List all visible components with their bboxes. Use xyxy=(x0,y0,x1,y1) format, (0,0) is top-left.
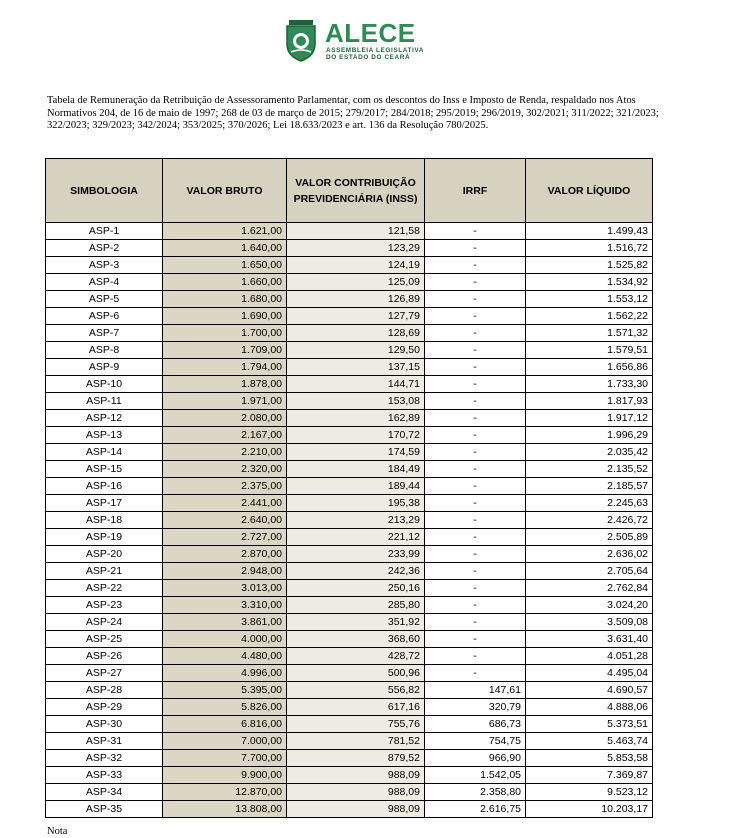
cell-irrf: - xyxy=(425,325,526,342)
cell-simbologia: ASP-6 xyxy=(46,308,163,325)
header-simbologia: SIMBOLOGIA xyxy=(46,159,163,223)
cell-irrf: 686,73 xyxy=(425,716,526,733)
cell-irrf: - xyxy=(425,665,526,682)
cell-valor-liquido: 1.499,43 xyxy=(526,223,653,240)
table-row xyxy=(46,240,653,257)
cell-inss: 242,36 xyxy=(287,563,425,580)
cell-valor-liquido: 2.035,42 xyxy=(526,444,653,461)
cell-valor-liquido: 1.579,51 xyxy=(526,342,653,359)
cell-valor-bruto: 1.794,00 xyxy=(163,359,287,376)
cell-valor-liquido: 2.426,72 xyxy=(526,512,653,529)
cell-valor-bruto: 7.700,00 xyxy=(163,750,287,767)
cell-inss: 125,09 xyxy=(287,274,425,291)
cell-inss: 184,49 xyxy=(287,461,425,478)
cell-irrf: - xyxy=(425,427,526,444)
cell-valor-liquido: 3.509,08 xyxy=(526,614,653,631)
cell-simbologia: ASP-32 xyxy=(46,750,163,767)
cell-valor-liquido: 4.690,57 xyxy=(526,682,653,699)
cell-simbologia: ASP-20 xyxy=(46,546,163,563)
header-inss xyxy=(287,159,425,223)
header-inss-line2: PREVIDENCIÁRIA (INSS) xyxy=(293,192,418,205)
cell-valor-liquido: 10.203,17 xyxy=(526,801,653,818)
cell-irrf: - xyxy=(425,223,526,240)
cell-irrf: - xyxy=(425,410,526,427)
table-row xyxy=(46,478,653,495)
cell-valor-liquido: 4.888,06 xyxy=(526,699,653,716)
cell-inss: 988,09 xyxy=(287,767,425,784)
table-header-row xyxy=(46,159,653,223)
table-row xyxy=(46,750,653,767)
cell-valor-liquido: 3.631,40 xyxy=(526,631,653,648)
cell-inss: 123,29 xyxy=(287,240,425,257)
cell-simbologia: ASP-28 xyxy=(46,682,163,699)
cell-valor-liquido: 1.733,30 xyxy=(526,376,653,393)
cell-valor-liquido: 2.762,84 xyxy=(526,580,653,597)
cell-simbologia: ASP-35 xyxy=(46,801,163,818)
table-row xyxy=(46,257,653,274)
cell-inss: 195,38 xyxy=(287,495,425,512)
cell-irrf: - xyxy=(425,580,526,597)
table-row xyxy=(46,614,653,631)
cell-simbologia: ASP-31 xyxy=(46,733,163,750)
cell-valor-bruto: 13.808,00 xyxy=(163,801,287,818)
table-row xyxy=(46,495,653,512)
note-label: Nota xyxy=(47,826,68,837)
cell-valor-bruto: 1.650,00 xyxy=(163,257,287,274)
header-irrf: IRRF xyxy=(425,159,526,223)
cell-valor-liquido: 1.817,93 xyxy=(526,393,653,410)
cell-simbologia: ASP-14 xyxy=(46,444,163,461)
cell-inss: 500,96 xyxy=(287,665,425,682)
cell-irrf: 754,75 xyxy=(425,733,526,750)
cell-valor-liquido: 4.051,28 xyxy=(526,648,653,665)
table-row xyxy=(46,631,653,648)
cell-irrf: - xyxy=(425,291,526,308)
cell-valor-liquido: 5.463,74 xyxy=(526,733,653,750)
table-row xyxy=(46,682,653,699)
cell-inss: 781,52 xyxy=(287,733,425,750)
cell-irrf: - xyxy=(425,546,526,563)
cell-valor-bruto: 3.861,00 xyxy=(163,614,287,631)
cell-inss: 162,89 xyxy=(287,410,425,427)
table-row xyxy=(46,359,653,376)
cell-valor-liquido: 5.373,51 xyxy=(526,716,653,733)
cell-irrf: 2.358,80 xyxy=(425,784,526,801)
cell-valor-bruto: 1.709,00 xyxy=(163,342,287,359)
cell-valor-liquido: 3.024,20 xyxy=(526,597,653,614)
cell-valor-bruto: 4.000,00 xyxy=(163,631,287,648)
cell-inss: 285,80 xyxy=(287,597,425,614)
cell-inss: 124,19 xyxy=(287,257,425,274)
cell-valor-liquido: 2.185,57 xyxy=(526,478,653,495)
table-row xyxy=(46,444,653,461)
header-valor-bruto: VALOR BRUTO xyxy=(163,159,287,223)
cell-irrf: - xyxy=(425,614,526,631)
cell-simbologia: ASP-25 xyxy=(46,631,163,648)
cell-irrf: - xyxy=(425,274,526,291)
cell-valor-bruto: 2.640,00 xyxy=(163,512,287,529)
cell-simbologia: ASP-5 xyxy=(46,291,163,308)
table-row xyxy=(46,393,653,410)
cell-irrf: 320,79 xyxy=(425,699,526,716)
cell-inss: 121,58 xyxy=(287,223,425,240)
cell-inss: 126,89 xyxy=(287,291,425,308)
cell-inss: 129,50 xyxy=(287,342,425,359)
cell-inss: 153,08 xyxy=(287,393,425,410)
table-row xyxy=(46,597,653,614)
brand-name: ALECE xyxy=(325,18,416,48)
cell-irrf: - xyxy=(425,461,526,478)
cell-inss: 755,76 xyxy=(287,716,425,733)
cell-simbologia: ASP-1 xyxy=(46,223,163,240)
cell-valor-liquido: 1.534,92 xyxy=(526,274,653,291)
cell-valor-bruto: 2.870,00 xyxy=(163,546,287,563)
cell-valor-liquido: 1.562,22 xyxy=(526,308,653,325)
cell-valor-bruto: 2.320,00 xyxy=(163,461,287,478)
cell-irrf: - xyxy=(425,478,526,495)
cell-simbologia: ASP-11 xyxy=(46,393,163,410)
cell-valor-liquido: 2.245,63 xyxy=(526,495,653,512)
cell-valor-bruto: 5.395,00 xyxy=(163,682,287,699)
cell-simbologia: ASP-3 xyxy=(46,257,163,274)
cell-valor-bruto: 2.441,00 xyxy=(163,495,287,512)
cell-irrf: - xyxy=(425,240,526,257)
cell-inss: 233,99 xyxy=(287,546,425,563)
cell-simbologia: ASP-2 xyxy=(46,240,163,257)
cell-valor-bruto: 1.878,00 xyxy=(163,376,287,393)
cell-inss: 879,52 xyxy=(287,750,425,767)
cell-irrf: - xyxy=(425,376,526,393)
cell-valor-bruto: 2.375,00 xyxy=(163,478,287,495)
cell-simbologia: ASP-33 xyxy=(46,767,163,784)
cell-irrf: - xyxy=(425,342,526,359)
remuneration-table xyxy=(45,158,653,818)
table-row xyxy=(46,410,653,427)
cell-irrf: - xyxy=(425,563,526,580)
cell-inss: 988,09 xyxy=(287,801,425,818)
cell-simbologia: ASP-13 xyxy=(46,427,163,444)
cell-irrf: 1.542,05 xyxy=(425,767,526,784)
crest-icon xyxy=(283,18,319,62)
cell-inss: 189,44 xyxy=(287,478,425,495)
cell-valor-liquido: 2.135,52 xyxy=(526,461,653,478)
cell-simbologia: ASP-19 xyxy=(46,529,163,546)
cell-valor-liquido: 2.505,89 xyxy=(526,529,653,546)
cell-valor-bruto: 9.900,00 xyxy=(163,767,287,784)
table-row xyxy=(46,563,653,580)
cell-valor-liquido: 1.917,12 xyxy=(526,410,653,427)
cell-simbologia: ASP-12 xyxy=(46,410,163,427)
cell-valor-bruto: 1.660,00 xyxy=(163,274,287,291)
cell-valor-liquido: 1.553,12 xyxy=(526,291,653,308)
cell-simbologia: ASP-34 xyxy=(46,784,163,801)
cell-inss: 988,09 xyxy=(287,784,425,801)
cell-valor-liquido: 2.636,02 xyxy=(526,546,653,563)
cell-simbologia: ASP-18 xyxy=(46,512,163,529)
cell-valor-bruto: 12.870,00 xyxy=(163,784,287,801)
cell-simbologia: ASP-10 xyxy=(46,376,163,393)
table-row xyxy=(46,801,653,818)
cell-simbologia: ASP-9 xyxy=(46,359,163,376)
cell-simbologia: ASP-26 xyxy=(46,648,163,665)
table-row xyxy=(46,325,653,342)
cell-inss: 213,29 xyxy=(287,512,425,529)
cell-simbologia: ASP-30 xyxy=(46,716,163,733)
cell-inss: 128,69 xyxy=(287,325,425,342)
cell-valor-bruto: 6.816,00 xyxy=(163,716,287,733)
cell-irrf: 147,61 xyxy=(425,682,526,699)
cell-irrf: - xyxy=(425,393,526,410)
cell-valor-bruto: 1.700,00 xyxy=(163,325,287,342)
cell-valor-liquido: 1.996,29 xyxy=(526,427,653,444)
cell-simbologia: ASP-4 xyxy=(46,274,163,291)
table-row xyxy=(46,223,653,240)
cell-inss: 144,71 xyxy=(287,376,425,393)
cell-valor-bruto: 2.210,00 xyxy=(163,444,287,461)
table-row xyxy=(46,546,653,563)
cell-simbologia: ASP-22 xyxy=(46,580,163,597)
cell-valor-bruto: 2.080,00 xyxy=(163,410,287,427)
cell-simbologia: ASP-7 xyxy=(46,325,163,342)
header-inss-line1: VALOR CONTRIBUIÇÃO xyxy=(295,176,416,189)
intro-paragraph: Tabela de Remuneração da Retribuição de Assessoramento Parlamentar, com os descontos do Inss e Imposto de Renda, respaldado nos Atos Normativos 204, de 16 de maio de 1997; 268 de 03 de março de 2015; 279/2017; 284/2018; 295/2019; 296/2019, 302/2021; 311/2022; 321/2023; 322/2023; 329/2023; 342/2024; 353/2025; 370/2026; Lei 18.633/2023 e art. 136 da Resolução 780/2025. xyxy=(47,95,659,131)
cell-valor-bruto: 4.996,00 xyxy=(163,665,287,682)
cell-irrf: - xyxy=(425,308,526,325)
table-row xyxy=(46,665,653,682)
cell-irrf: - xyxy=(425,631,526,648)
cell-inss: 368,60 xyxy=(287,631,425,648)
cell-irrf: - xyxy=(425,529,526,546)
cell-irrf: - xyxy=(425,597,526,614)
cell-simbologia: ASP-15 xyxy=(46,461,163,478)
cell-valor-liquido: 1.516,72 xyxy=(526,240,653,257)
cell-irrf: - xyxy=(425,359,526,376)
cell-inss: 617,16 xyxy=(287,699,425,716)
cell-valor-bruto: 1.971,00 xyxy=(163,393,287,410)
table-row xyxy=(46,784,653,801)
alece-logo xyxy=(283,16,433,64)
brand-subtitle-1: ASSEMBLEIA LEGISLATIVA xyxy=(326,47,424,54)
cell-valor-liquido: 7.369,87 xyxy=(526,767,653,784)
cell-valor-liquido: 9.523,12 xyxy=(526,784,653,801)
cell-valor-bruto: 5.826,00 xyxy=(163,699,287,716)
cell-simbologia: ASP-21 xyxy=(46,563,163,580)
cell-irrf: - xyxy=(425,648,526,665)
cell-valor-bruto: 3.310,00 xyxy=(163,597,287,614)
table-row xyxy=(46,376,653,393)
cell-simbologia: ASP-16 xyxy=(46,478,163,495)
cell-simbologia: ASP-29 xyxy=(46,699,163,716)
cell-valor-bruto: 2.948,00 xyxy=(163,563,287,580)
cell-inss: 221,12 xyxy=(287,529,425,546)
table-row xyxy=(46,648,653,665)
table-row xyxy=(46,699,653,716)
table-row xyxy=(46,512,653,529)
cell-valor-liquido: 1.656,86 xyxy=(526,359,653,376)
cell-irrf: - xyxy=(425,257,526,274)
table-row xyxy=(46,308,653,325)
cell-irrf: 2.616,75 xyxy=(425,801,526,818)
table-row xyxy=(46,461,653,478)
cell-valor-bruto: 1.621,00 xyxy=(163,223,287,240)
cell-inss: 127,79 xyxy=(287,308,425,325)
cell-inss: 351,92 xyxy=(287,614,425,631)
cell-simbologia: ASP-23 xyxy=(46,597,163,614)
cell-valor-bruto: 1.640,00 xyxy=(163,240,287,257)
cell-inss: 174,59 xyxy=(287,444,425,461)
table-row xyxy=(46,716,653,733)
cell-valor-liquido: 4.495,04 xyxy=(526,665,653,682)
cell-valor-liquido: 5.853,58 xyxy=(526,750,653,767)
cell-irrf: 966,90 xyxy=(425,750,526,767)
cell-valor-bruto: 1.680,00 xyxy=(163,291,287,308)
table-row xyxy=(46,427,653,444)
cell-simbologia: ASP-8 xyxy=(46,342,163,359)
cell-inss: 250,16 xyxy=(287,580,425,597)
table-row xyxy=(46,274,653,291)
table-row xyxy=(46,529,653,546)
brand-subtitle-2: DO ESTADO DO CEARÁ xyxy=(326,54,411,61)
table-row xyxy=(46,733,653,750)
cell-inss: 137,15 xyxy=(287,359,425,376)
table-row xyxy=(46,291,653,308)
cell-inss: 428,72 xyxy=(287,648,425,665)
table-row xyxy=(46,580,653,597)
cell-valor-liquido: 2.705,64 xyxy=(526,563,653,580)
cell-valor-bruto: 7.000,00 xyxy=(163,733,287,750)
cell-inss: 170,72 xyxy=(287,427,425,444)
cell-valor-bruto: 1.690,00 xyxy=(163,308,287,325)
cell-simbologia: ASP-17 xyxy=(46,495,163,512)
table-row xyxy=(46,767,653,784)
cell-valor-bruto: 3.013,00 xyxy=(163,580,287,597)
cell-irrf: - xyxy=(425,444,526,461)
cell-inss: 556,82 xyxy=(287,682,425,699)
cell-valor-bruto: 4.480,00 xyxy=(163,648,287,665)
cell-irrf: - xyxy=(425,495,526,512)
cell-simbologia: ASP-27 xyxy=(46,665,163,682)
cell-irrf: - xyxy=(425,512,526,529)
cell-valor-bruto: 2.727,00 xyxy=(163,529,287,546)
cell-valor-liquido: 1.525,82 xyxy=(526,257,653,274)
cell-valor-bruto: 2.167,00 xyxy=(163,427,287,444)
table-row xyxy=(46,342,653,359)
cell-valor-liquido: 1.571,32 xyxy=(526,325,653,342)
cell-simbologia: ASP-24 xyxy=(46,614,163,631)
header-valor-liquido: VALOR LÍQUIDO xyxy=(526,159,653,223)
